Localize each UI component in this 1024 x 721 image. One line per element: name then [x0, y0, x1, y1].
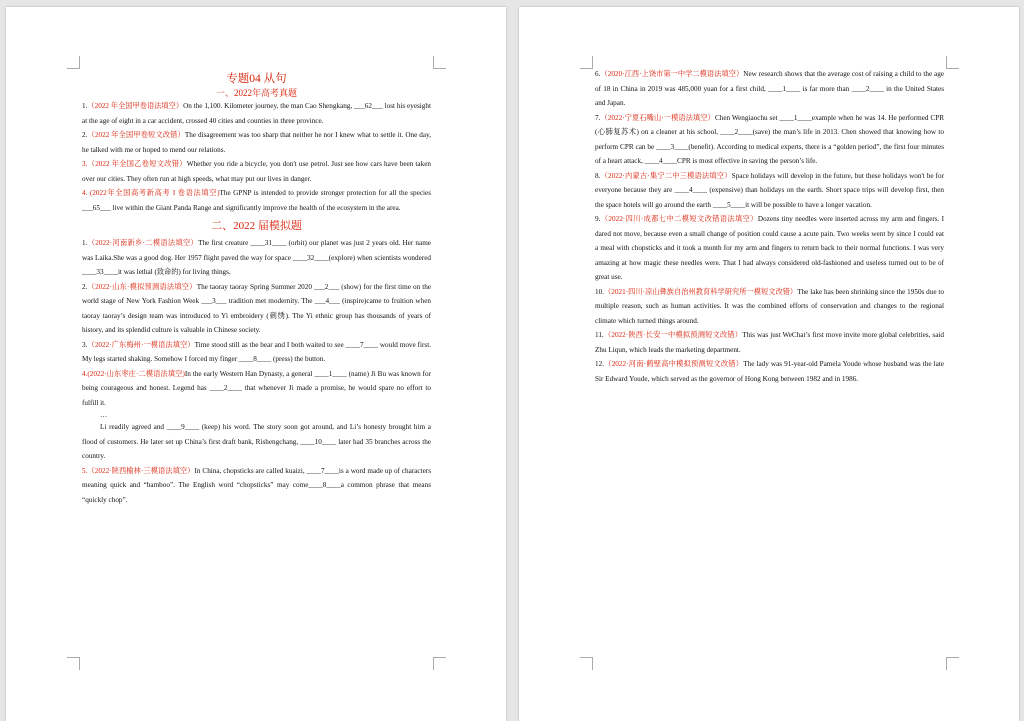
question-text: Whether you ride a bicycle, you don't use petrol. Just see how cars have been taken over our cities. They often run at high speeds, what may put our lives in danger.	[82, 160, 431, 183]
question-text: The lake has been shrinking since the 1950s due to multiple reason, such as human activities. It was the combined efforts of conservation and changes to the regional climate which turned things around.	[595, 287, 945, 325]
question-source: （2020·江西·上饶市第一中学二模语法填空）	[600, 70, 744, 78]
question-text: Chen Wengiaochu set ____1____example when he was 14. He performed CPR (心肺复苏术) on a cleaner at his school, ____2____(save) the man’s life in 2013. Chen showed that knowing how to perform CPR can be ____3____(benefit). According to medical experts, there is a “golden period”, the first four minutes of a heart attack, ____4____CPR is most effective in saving the person’s life.	[595, 113, 944, 165]
question-source: （2022·山东·模拟预测语法填空）	[87, 282, 197, 291]
question-number: 10.	[595, 287, 604, 296]
question-text: On the 1,100. Kilometer journey, the man Cao Shengkang, ___62___ lost his eyesight at the age of eight in a car accident, crossed 40 cities and counties in three province.	[82, 102, 431, 125]
question-item	[82, 157, 431, 186]
question-number: 4.	[82, 369, 88, 378]
question-source: (2022·山东枣庄·二模语法填空)	[87, 369, 185, 378]
crop-mark	[580, 657, 593, 670]
question-item	[82, 280, 431, 338]
question-text: The GPNP is intended to provide stronger protection for all the species ___65___ live within the Giant Panda Range and significantly improve the health of the ecosystem in the area.	[82, 189, 432, 212]
question-number: 3.	[82, 340, 88, 349]
question-item	[82, 420, 431, 464]
crop-mark	[946, 657, 959, 670]
question-text: The first creature ____31____ (orbit) our planet was just 2 years old. Her name was Laika.She was a good dog. Her 1957 flight paved the way for space ____32____(explore) when scientists wondered ____33____it was lethal (致命的) for living things.	[82, 239, 431, 276]
crop-mark	[433, 657, 446, 670]
question-item	[595, 169, 944, 213]
question-number: 12.	[595, 360, 604, 368]
question-item	[595, 67, 944, 111]
question-source: （2022·四川·成都七中二模短文改错语法填空）	[600, 215, 758, 223]
document-page-left	[6, 7, 506, 721]
question-text: This was just WeChat’s first move invite more global celebrities, said Zhu Liqun, which leads the marketing department.	[595, 331, 944, 354]
crop-mark	[433, 56, 446, 69]
question-text: In the early Western Han Dynasty, a general ____1____ (name) Ji Bu was known for being courageous and honest. Legend has ____2____ that whenever Ji made a promise, he would spare no effort to fulfill it.	[82, 369, 431, 407]
question-item	[82, 338, 431, 367]
question-item	[595, 357, 944, 386]
question-item	[82, 99, 431, 128]
question-source: （2022 年全国乙卷短文改错）	[87, 160, 187, 168]
question-text: The lady was 91-year-old Pamela Youde whose husband was the late Sir Edward Youde, which served as the governor of Hong Kong between 1982 and in 1986.	[595, 360, 944, 383]
question-item	[82, 464, 431, 508]
crop-mark	[67, 657, 80, 670]
question-source: （2022·内蒙古·集宁二中三模语法填空）	[600, 171, 732, 180]
question-source: (2022年全国高考新高考 I 卷语法填空)	[89, 189, 220, 197]
question-source: （2022·宁夏石嘴山·一模语法填空）	[600, 113, 715, 122]
question-item	[82, 186, 431, 215]
question-item	[82, 128, 431, 157]
question-item	[595, 285, 944, 329]
question-text: New research shows that the average cost of raising a child to the age of 18 in China in 2019 was 485,000 yuan for a first child, ____1____ is far more than ____2____ in the United States and Japan.	[595, 70, 944, 107]
question-number: 1.	[82, 239, 88, 247]
question-source: （2022·河南·鹤壁高中模拟预测短文改错）	[603, 360, 744, 368]
question-source: （2021·四川·凉山彝族自治州教育科学研究所一模短文改错）	[603, 287, 798, 296]
question-text: Time stood still as the bear and I both waited to see ____7____ would move first. My legs started shaking. Somehow I forced my finger ____8____ (press) the button.	[82, 340, 431, 363]
question-text: The taoray taoray Spring Summer 2020 ___2___ (show) for the first time on the world stage of New York Fashion Week ___3___ tradition met modernity. The ___4___ (inspire)came to fruition when taoray taoray’s design team was introduced to Yi embroidery (刺绣). The Yi ethnic group has thousands of years of history, and its splendid culture is valuable in Chinese society.	[82, 282, 431, 334]
question-item	[82, 236, 431, 280]
question-item	[595, 212, 944, 285]
section-heading-gaokao: 一、2022年高考真题	[215, 88, 297, 98]
question-number: 9.	[595, 215, 601, 223]
page-right-content	[595, 67, 944, 386]
question-number: 4.	[82, 189, 88, 197]
crop-mark	[67, 56, 80, 69]
section-heading-mock: 二、2022 届模拟题	[211, 220, 302, 232]
crop-mark	[946, 56, 959, 69]
question-item	[595, 328, 944, 357]
question-number: 2.	[82, 282, 88, 291]
question-number: 5.	[82, 466, 88, 475]
question-text: In China, chopsticks are called kuaizi, ____7____is a word made up of characters meaning quick and “bamboo”. The English word “chopsticks” may come____8____a common phrase that means “quickly chop”.	[82, 466, 431, 504]
question-source: （2022·陕西·长安一中模拟预测短文改错）	[603, 331, 743, 339]
question-source: （2022·陕西榆林·三模语法填空）	[87, 466, 195, 475]
question-source: （2022 年全国甲卷语法填空）	[87, 102, 184, 110]
ellipsis: …	[100, 411, 108, 419]
question-item	[595, 111, 944, 169]
question-number: 1.	[82, 102, 88, 110]
crop-mark	[580, 56, 593, 69]
question-number: 6.	[595, 70, 601, 78]
question-source: （2022 年全国甲卷短文改错）	[87, 131, 185, 139]
question-source: （2022·广东梅州·一模语法填空）	[87, 340, 195, 349]
document-page-right	[519, 7, 1019, 721]
question-text: Space holidays will develop in the future, but these holidays won't be for everyone because they are ____4____ (expensive) than holidays on the earth. Short space trips will develop first, then the space hotels will go around the earth ____5____it will be possible to have a longer vacation.	[595, 171, 944, 209]
question-item	[82, 367, 431, 411]
page-title: 专题04 从句	[226, 73, 287, 85]
question-text: The disagreement was too sharp that neither he nor I knew what to settle it. One day, he talked with me or hoped to mend our relations.	[82, 131, 431, 154]
question-number: 3.	[82, 160, 88, 168]
question-text: Li readily agreed and ____9____ (keep) his word. The story soon got around, and Li’s honesty brought him a flood of customers. He later set up China’s first draft bank, Rishengchang, ____10____ later had 35 branches across the country.	[82, 423, 431, 460]
question-number: 8.	[595, 171, 601, 180]
question-source: （2022·河南新乡·二模语法填空）	[87, 239, 199, 247]
question-number: 7.	[595, 113, 601, 122]
question-number: 11.	[595, 331, 604, 339]
question-number: 2.	[82, 131, 88, 139]
question-text: Dozens tiny needles were inserted across my arm and fingers. I dared not move, because even a small change of position could cause a acute pain. Two weeks went by since I could eat a meal with chopsticks and it took a month for my arm and fingers to return back to their normal functions. I was very amazing at how magic these needles were. That I had always considered old-fashioned and useless turned out to be of great use.	[595, 215, 944, 281]
page-left-content	[82, 67, 431, 507]
